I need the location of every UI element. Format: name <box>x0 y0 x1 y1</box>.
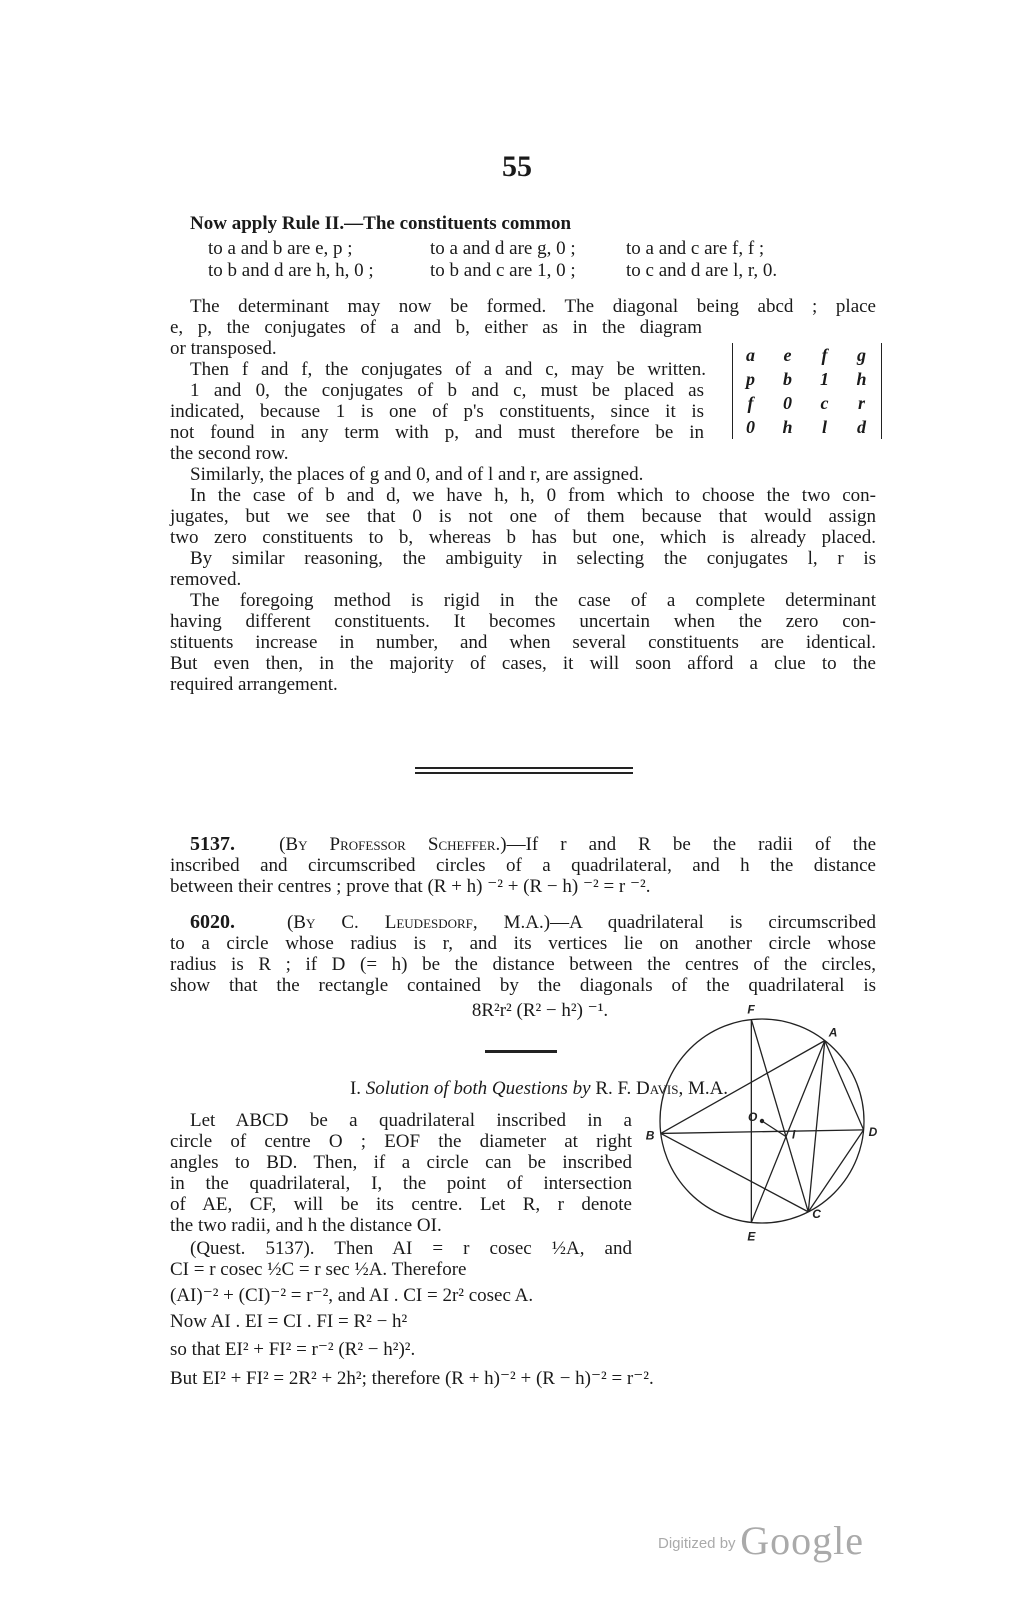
solution-line-1: Let ABCD be a quadrilateral inscribed in a <box>190 1110 632 1131</box>
constituent-ad: to a and d are g, 0 ; <box>430 238 576 259</box>
paragraph-1-line-3: or transposed. <box>170 338 277 359</box>
paragraph-2-line-11: required arrangement. <box>170 674 338 695</box>
centre-o-dot <box>760 1119 764 1123</box>
label-c: C <box>812 1206 821 1221</box>
determinant <box>732 343 882 439</box>
constituent-ac: to a and c are f, f ; <box>626 238 765 259</box>
figure-overlay <box>645 1000 878 1244</box>
rule-header: Now apply Rule II.—The constituents common <box>190 213 572 234</box>
solution-line-4: in the quadrilateral, I, the point of intersection <box>170 1173 632 1194</box>
question-6020-line-3: radius is R ; if D (= h) be the distance between the centres of the circles, <box>170 954 876 975</box>
paragraph-1-line-4: Then f and f, the conjugates of a and c, may be written. <box>190 359 706 380</box>
solution-line-8: CI = r cosec ½C = r sec ½A. Therefore <box>170 1259 467 1280</box>
short-rule <box>485 1050 557 1053</box>
double-rule-top <box>415 767 633 769</box>
solution-line-11: so that EI² + FI² = r⁻² (R² − h²)². <box>170 1339 416 1360</box>
question-text: —If r and R be the radii of the <box>506 834 877 855</box>
paragraph-1-line-7: not found in any term with p, and must therefore be in <box>170 422 704 443</box>
question-author: (By C. Leudesdorf, M.A.) <box>286 912 551 933</box>
det-cell: g <box>857 345 866 365</box>
diagonal-ac <box>808 1041 824 1212</box>
solution-line-9: (AI)⁻² + (CI)⁻² = r⁻², and AI . CI = 2r² cosec A. <box>170 1285 534 1306</box>
paragraph-2-line-4: two zero constituents to b, whereas b has but one, which is already placed. <box>170 527 876 548</box>
solution-line-10: Now AI . EI = CI . FI = R² − h² <box>170 1311 408 1332</box>
question-6020-formula: 8R²r² (R² − h²) ⁻¹. <box>471 1000 609 1021</box>
solution-heading-text: Solution of both Questions by <box>365 1078 591 1099</box>
label-o: O <box>748 1110 758 1124</box>
paragraph-2-line-9: stituents increase in number, and when several constituents are identical. <box>170 632 876 653</box>
label-e: E <box>747 1229 756 1244</box>
paragraph-2-line-6: removed. <box>170 569 242 590</box>
det-cell: l <box>821 417 827 437</box>
watermark-small: Digitized by <box>658 1535 736 1552</box>
paragraph-2-line-8: having different constituents. It becomes uncertain when the zero con- <box>170 611 876 632</box>
constituent-cd: to c and d are l, r, 0. <box>626 260 778 281</box>
question-number: 6020. <box>190 911 235 933</box>
chord-bd <box>661 1130 864 1134</box>
paragraph-2-line-1: Similarly, the places of g and 0, and of l and r, are assigned. <box>190 464 644 485</box>
label-f: F <box>747 1002 755 1017</box>
paragraph-2-line-3: jugates, but we see that 0 is not one of them because that would assign <box>170 506 876 527</box>
solution-line-2: circle of centre O ; EOF the diameter at right <box>170 1131 632 1152</box>
paragraph-2-line-10: But even then, in the majority of cases, it will soon afford a clue to the <box>170 653 876 674</box>
paragraph-1-line-2: e, p, the conjugates of a and b, either as in the diagram <box>170 317 702 338</box>
watermark-logo: Google <box>740 1518 865 1563</box>
solution-line-7: (Quest. 5137). Then AI = r cosec ½A, and <box>190 1238 632 1259</box>
constituent-bd: to b and d are h, h, 0 ; <box>208 260 374 281</box>
det-cell: f <box>821 345 828 365</box>
solution-heading <box>0 1078 1034 1099</box>
constituent-ab: to a and b are e, p ; <box>208 238 353 259</box>
det-cell: e <box>783 345 792 365</box>
det-cell: 1 <box>819 369 829 389</box>
det-cell: h <box>782 417 793 437</box>
paragraph-1-line-1: The determinant may now be formed. The diagonal being abcd ; place <box>190 296 876 317</box>
paragraph-1-line-5: 1 and 0, the conjugates of b and c, must be placed as <box>190 380 704 401</box>
solution-line-12: But EI² + FI² = 2R² + 2h²; therefore (R + h)⁻² + (R − h)⁻² = r⁻². <box>170 1368 654 1389</box>
side-bc <box>661 1133 809 1211</box>
det-cell: 0 <box>783 393 792 413</box>
line-cf <box>751 1020 808 1212</box>
question-number: 5137. <box>190 833 235 855</box>
det-cell: b <box>783 369 792 389</box>
paragraph-2-line-2: In the case of b and d, we have h, h, 0 from which to choose the two con- <box>190 485 876 506</box>
label-d: D <box>868 1124 878 1139</box>
question-5137-line-1 <box>190 834 876 855</box>
question-6020-line-4: show that the rectangle contained by the diagonals of the quadrilateral is <box>170 975 876 996</box>
solution-line-5: of AE, CF, will be its centre. Let R, r denote <box>170 1194 632 1215</box>
det-cell: a <box>746 345 755 365</box>
det-cell: c <box>820 393 829 413</box>
page-number: 55 <box>502 150 532 183</box>
side-cd <box>808 1130 863 1212</box>
det-cell: d <box>857 417 866 437</box>
question-6020-line-2: to a circle whose radius is r, and its vertices lie on another circle whose <box>170 933 876 954</box>
label-i: I <box>792 1127 796 1142</box>
question-6020-line-1 <box>190 912 876 933</box>
paragraph-1-line-6: indicated, because 1 is one of p's constituents, since it is <box>170 401 704 422</box>
paragraph-2-line-7: The foregoing method is rigid in the case of a complete determinant <box>190 590 876 611</box>
solution-line-6: the two radii, and h the distance OI. <box>170 1215 442 1236</box>
det-cell: p <box>746 369 755 389</box>
watermark <box>658 1518 865 1563</box>
det-cell: 0 <box>746 417 755 437</box>
double-rule-bottom <box>415 772 633 774</box>
constituent-bc: to b and c are 1, 0 ; <box>430 260 576 281</box>
paragraph-2-line-5: By similar reasoning, the ambiguity in selecting the conjugates l, r is <box>190 548 876 569</box>
det-cell: h <box>856 369 867 389</box>
det-cell: r <box>857 393 865 413</box>
det-cell: f <box>747 393 754 413</box>
label-a: A <box>828 1025 838 1040</box>
solution-author: R. F. Davis, M.A. <box>595 1078 729 1099</box>
question-text: —A quadrilateral is circumscribed <box>550 912 876 933</box>
question-author: (By Professor Scheffer.) <box>279 834 507 855</box>
question-5137-line-2: inscribed and circumscribed circles of a quadrilateral, and h the distance <box>170 855 876 876</box>
label-b: B <box>645 1128 655 1143</box>
solution-line-3: angles to BD. Then, if a circle can be inscribed <box>170 1152 632 1173</box>
solution-roman: I. <box>349 1078 362 1099</box>
paragraph-1-line-8: the second row. <box>170 443 289 464</box>
question-5137-line-3: between their centres ; prove that (R + h) ⁻² + (R − h) ⁻² = r ⁻². <box>170 876 651 897</box>
